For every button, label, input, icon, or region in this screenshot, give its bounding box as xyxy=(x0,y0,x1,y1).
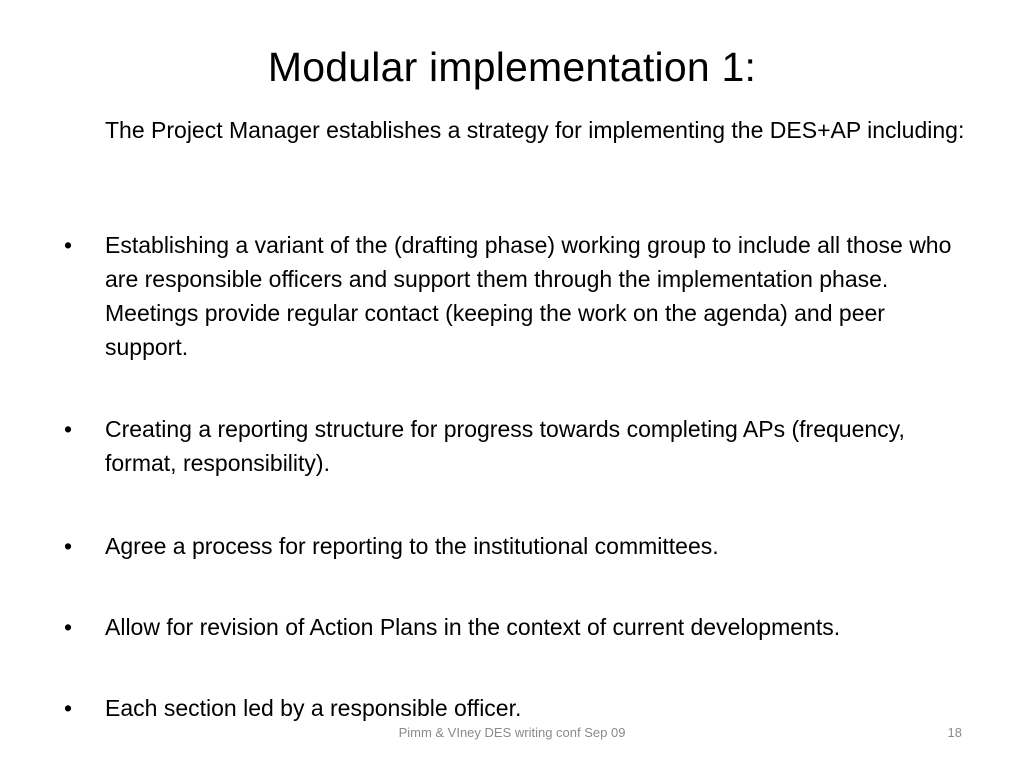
bullet-text: Allow for revision of Action Plans in the context of current developments. xyxy=(105,614,841,640)
bullet-text: Each section led by a responsible officer. xyxy=(105,695,522,721)
bullet-text: Creating a reporting structure for progress towards completing APs (frequency, format, responsibility). xyxy=(105,416,905,476)
bullet-text: Agree a process for reporting to the institutional committees. xyxy=(105,533,719,559)
bullet-marker: • xyxy=(64,614,73,640)
slide-footer: Pimm & VIney DES writing conf Sep 09 xyxy=(398,725,626,740)
bullet-marker: • xyxy=(64,695,73,721)
slide-page-number: 18 xyxy=(947,725,962,740)
bullet-marker: • xyxy=(64,533,73,559)
bullet-text: Establishing a variant of the (drafting phase) working group to include all those who are responsible officers and support them through the implementation phase. Meetings provide regular contact (keeping the work on the agenda) and peer support. xyxy=(105,232,952,360)
bullet-marker: • xyxy=(64,232,73,258)
bullet-marker: • xyxy=(64,416,73,442)
intro-paragraph: The Project Manager establishes a strategy for implementing the DES+AP including: xyxy=(105,117,965,143)
slide-title: Modular implementation 1: xyxy=(267,44,757,90)
